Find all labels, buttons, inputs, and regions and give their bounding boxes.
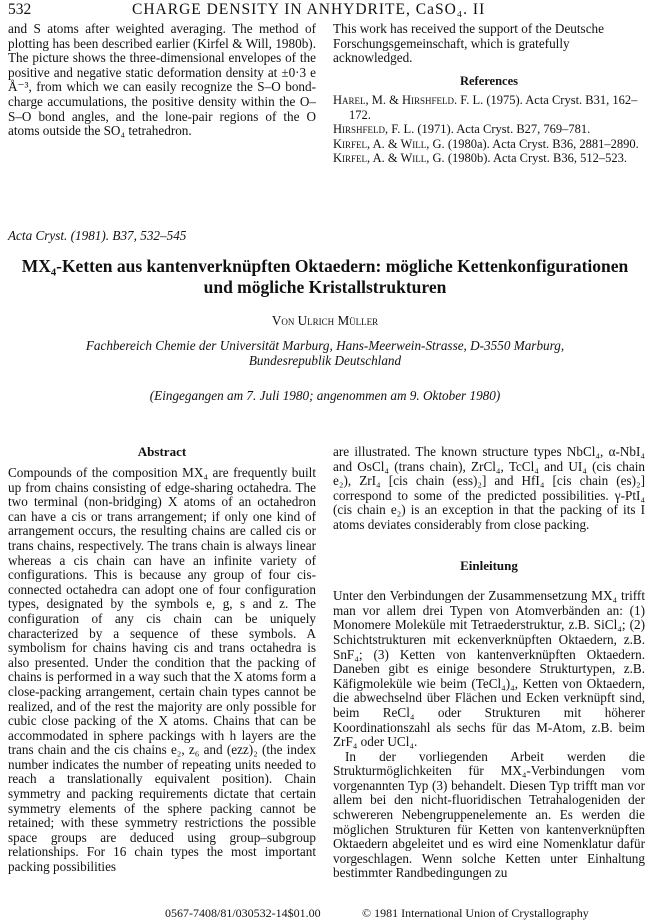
intro-heading: Einleitung bbox=[460, 557, 518, 573]
acknowledgement: This work has received the support of the Deutsche Forschungsgemeinschaft, which is gratefully acknowledged. bbox=[333, 21, 604, 66]
reference-list bbox=[333, 93, 645, 166]
intro-paragraph-2: In der vorliegenden Arbeit werden die Strukturmöglichkeiten für MX₄-Verbindungen vom vorgenannten Typ (3) behandelt. Diesen Typ trifft man vor allem bei den nicht-fluoridischen Tetrahalogeniden der schwereren Nebengruppenelemente an. Es werden die möglichen Strukturen für Ketten von kantenverknüpften Oktaedern abgeleitet und es wird eine Nomenklatur dafür vorgeschlagen. Wenn solche Ketten unter Einhaltung bestimmter Randbedingungen zu bbox=[333, 748, 645, 881]
article-author: Von Ulrich Müller bbox=[271, 313, 379, 328]
references-heading: References bbox=[459, 73, 519, 88]
reference-item: Kirfel, A. & Will, G. (1980b). Acta Cryst. B36, 512–523. bbox=[333, 151, 627, 166]
reference-item: Kirfel, A. & Will, G. (1980a). Acta Cryst. B36, 2881–2890. bbox=[333, 136, 639, 151]
abstract-left bbox=[8, 466, 316, 875]
page-number: 532 bbox=[8, 1, 32, 18]
affiliation bbox=[0, 338, 650, 368]
reference-item: Hirshfeld, F. L. (1971). Acta Cryst. B27, 769–781. bbox=[333, 122, 591, 137]
reference-item: Harel, M. & Hirshfeld. F. L. (1975). Acta Cryst. B31, 162–172. bbox=[333, 93, 638, 122]
footer-code: 0567-7408/81/030532-14$01.00 bbox=[165, 906, 321, 920]
prev-article-right bbox=[333, 22, 645, 166]
abstract-heading: Abstract bbox=[137, 444, 187, 459]
right-column bbox=[333, 445, 645, 881]
footer-copyright: © 1981 International Union of Crystallography bbox=[362, 906, 589, 920]
received-dates: (Eingegangen am 7. Juli 1980; angenommen am 9. Oktober 1980) bbox=[149, 388, 501, 403]
running-title: CHARGE DENSITY IN ANHYDRITE, CaSO₄. II bbox=[132, 1, 486, 18]
intro-paragraph-1: Unter den Verbindungen der Zusammensetzung MX₄ trifft man vor allem drei Typen von Atomverbänden an: (1) Monomere Moleküle mit Tetraederstruktur, z.B. SiCl₄; (2) Schichtstrukturen mit eckenverknüpften Oktaedern, z.B. SnF₄; (3) Ketten von kantenverknüpften Oktaedern. Daneben gibt es einige besondere Strukturtypen, z.B. Käfigmoleküle wie beim (TeCl₄)₄, Ketten von Oktaedern, die abwechselnd über Flächen und Ecken verknüpft sind, beim ReCl₄ oder Strukturen mit höherer Koordinationszahl als sechs für das M-Atom, z.B. beim ZrF₄ oder UCl₄. bbox=[333, 588, 645, 750]
affiliation-line-1: Fachbereich Chemie der Universität Marburg, Hans-Meerwein-Strasse, D-3550 Marburg, bbox=[85, 338, 565, 353]
abstract-continuation: are illustrated. The known structure types NbCl₄, α-NbI₄ and OsCl₄ (trans chain), ZrCl₄, TcCl₄ and UI₄ (cis chain e₂), ZrI₄ [cis chain (ess)₂] and HfI₄ [cis chain (es)₂] correspond to some of the predicted possibilities. γ-PtI₄ (cis chain e₂) is an exception in that the packing of its I atoms deviates considerably from close packing. bbox=[333, 444, 645, 532]
prev-article-paragraph: and S atoms after weighted averaging. The method of plotting has been described earlier (Kirfel & Will, 1980b). The picture shows the three-dimensional envelopes of the positive and negative static deformation density at ±0·3 e Å⁻³, from which we can easily recognize the S–O bond-charge accumulations, the positive density within the O–S–O bond angles, and the lone-pair regions of the O atoms outside the SO₄ tetrahedron. bbox=[8, 21, 316, 139]
prev-article-text bbox=[8, 22, 316, 139]
article-citation: Acta Cryst. (1981). B37, 532–545 bbox=[8, 228, 187, 243]
affiliation-line-2: Bundesrepublik Deutschland bbox=[248, 353, 402, 368]
article-title: MX₄-Ketten aus kantenverknüpften Oktaedern: mögliche Kettenkonfigurationen und mögliche Kristallstrukturen bbox=[21, 256, 629, 297]
abstract-paragraph: Compounds of the composition MX₄ are frequently built up from chains consisting of edge-sharing octahedra. The two terminal (non-bridging) X atoms of an octahedron can have a cis or trans arrangement; if only one kind of arrangement occurs, the resulting chains are called cis or trans chains, respectively. The trans chain is always linear whereas a cis chain can have an infinite variety of configurations. This is because any group of four cis-connected octahedra can adopt one of four configuration types, designated by the symbols e, g, s and z. The configuration of any cis chain can be uniquely characterized by a sequence of these symbols. A symbolism for chains having cis and trans octahedra is also presented. Under the condition that the packing of chains is performed in a way such that the X atoms form a close-packing arrangement, certain chain types cannot be realized, and of the rest the majority are only possible for cubic close packing of the X atoms. Chains that can be accommodated in sphere packings with h layers are the trans chain and the cis chains e₂, z₆ and (ezz)₂ (the index number indicates the number of repeating units needed to reach a translationally equivalent position). Chain symmetry and packing requirements dictate that certain symmetry elements of the sphere packing cannot be retained; with these symmetry restrictions the possible space groups are deduced using group–subgroup relationships. For 16 chain types the most important packing possibilities bbox=[8, 465, 316, 875]
